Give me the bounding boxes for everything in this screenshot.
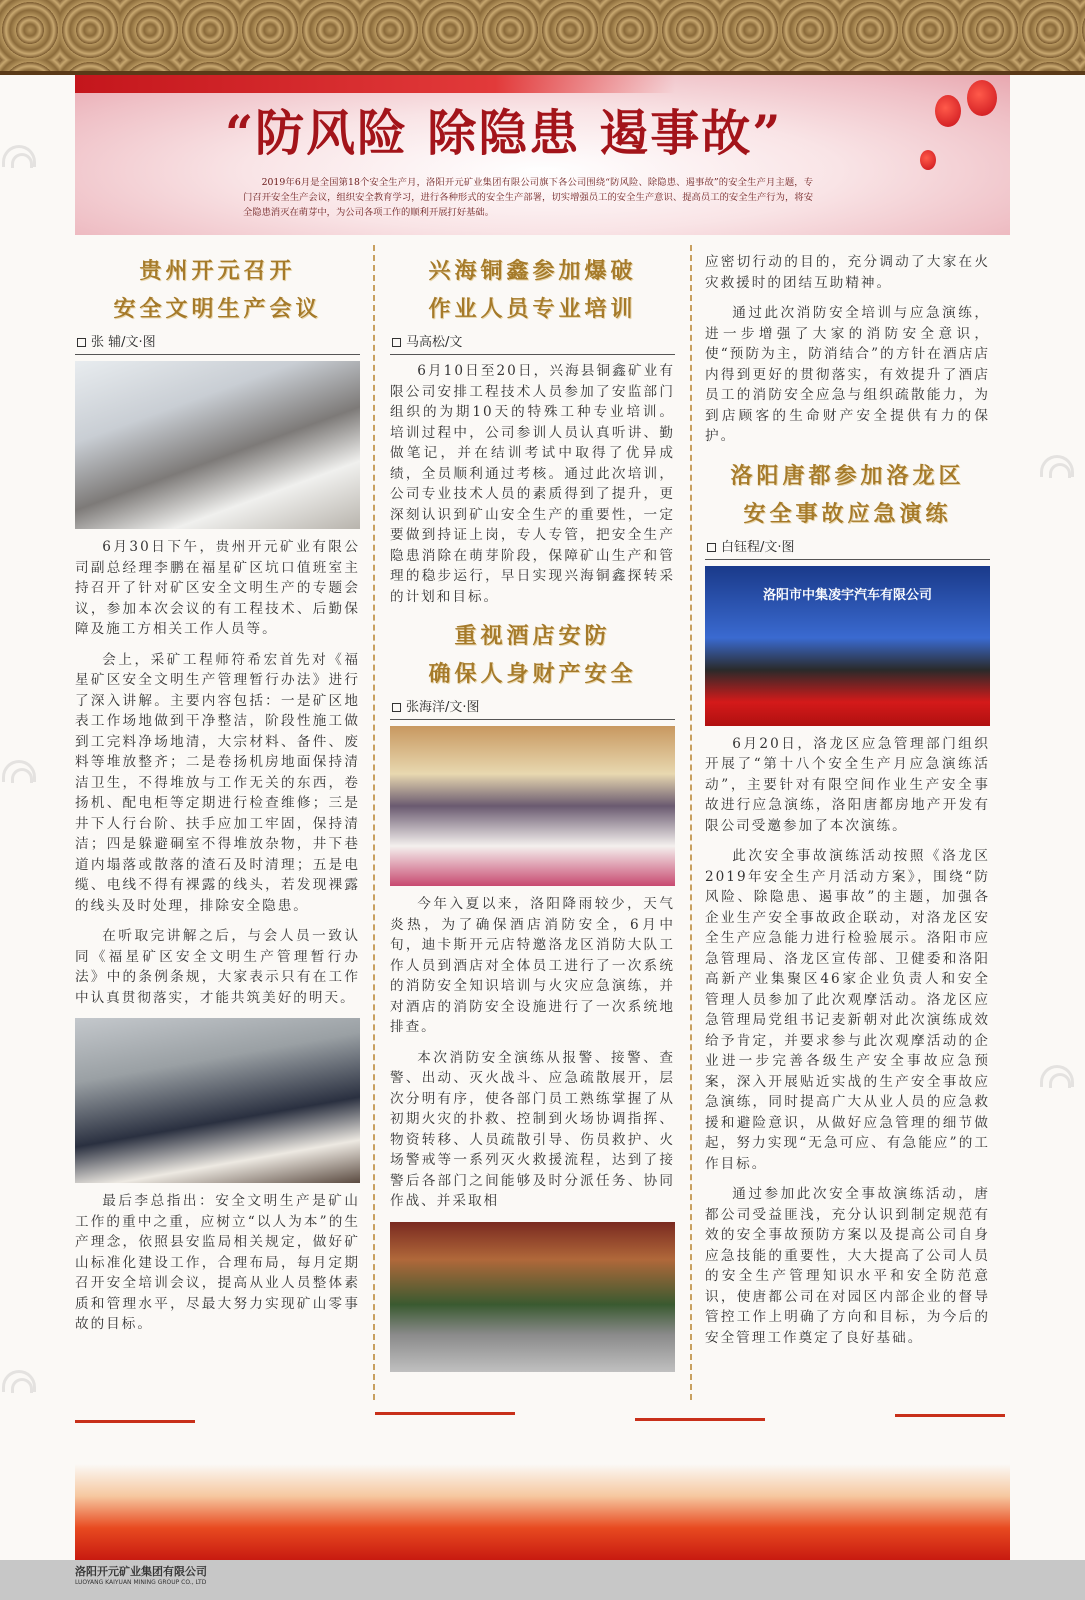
article-photo (75, 1018, 360, 1183)
column-divider (690, 245, 692, 1400)
column-2 (390, 252, 675, 1380)
article-photo (75, 361, 360, 529)
crane-icon (75, 1420, 195, 1423)
header-intro: 2019年6月是全国第18个安全生产月，洛阳开元矿业集团有限公司旗下各公司围绕“防风险、除隐患、遏事故”的安全生产月主题，专门召开安全生产会议，组织安全教育学习，进行各种形式的安全生产部署，切实增强员工的安全生产意识、提高员工的安全生产行为，将安全隐患消灭在萌芽中，为公司各项工作的顺利开展打好基础。 (243, 177, 813, 218)
byline: 张 辅/文·图 (75, 332, 360, 355)
square-bullet-icon (392, 338, 401, 347)
red-swoosh (75, 75, 675, 93)
watermark-logo-icon (2, 1370, 36, 1392)
article-photo (390, 1222, 675, 1372)
article-headline: 重视酒店安防 确保人身财产安全 (428, 623, 637, 687)
square-bullet-icon (77, 338, 86, 347)
article-paragraph: 会上，采矿工程师符希宏首先对《福星矿区安全文明生产管理暂行办法》进行了深入讲解。主要内容包括：一是矿区地表工作场地做到干净整洁，阶段性施工做到工完料净场地清，大宗材料、备件、废料等堆放整齐；二是卷扬机房地面保持清洁卫生，不得堆放与工作无关的东西，卷扬机、配电柜等定期进行检查维修；三是井下人行台阶、扶手应加工牢固，保持清洁；四是躲避硐室不得堆放杂物，井下巷道内塌落或散落的渣石及时清理；五是电缆、电线不得有裸露的线头，若发现裸露的线头及时处理，排除安全隐患。 (75, 651, 360, 914)
article-paragraph: 最后李总指出：安全文明生产是矿山工作的重中之重，应树立“以人为本”的生产理念，依照县安监局相关规定，做好矿山标准化建设工作，合理布局，每月定期召开安全培训会议，提高从业人员整体素质和管理水平，尽最大努力实现矿山零事故的目标。 (75, 1193, 360, 1332)
article-headline: 洛阳唐都参加洛龙区 安全事故应急演练 (730, 462, 965, 527)
lantern-icon (920, 150, 936, 170)
column-divider (373, 245, 375, 1400)
byline: 马高松/文 (390, 332, 675, 355)
article-paragraph: 通过此次消防安全培训与应急演练，进一步增强了大家的消防安全意识，使“预防为主，防消结合”的方针在酒店店内得到更好的贯彻落实，有效提升了酒店员工的消防安全应急与组织疏散能力，为到店顾客的生命财产安全提供有力的保护。 (705, 305, 990, 444)
byline: 张海洋/文·图 (390, 697, 675, 720)
byline: 白钰程/文·图 (705, 537, 990, 560)
header-banner (75, 75, 1010, 235)
lantern-icon (967, 80, 997, 116)
article-photo (390, 726, 675, 886)
article-paragraph: 本次消防安全演练从报警、接警、查警、出动、灭火战斗、应急疏散展开，层次分明有序，使各部门员工熟练掌握了从初期火灾的扑救、控制到火场协调指挥、物资转移、人员疏散引导、伤员救护、火场警戒等一系列灭火救援流程，达到了接警后各部门之间能够及时分派任务、协同作战、并采取相 (390, 1049, 675, 1209)
square-bullet-icon (707, 543, 716, 552)
lantern-icon (935, 95, 961, 127)
watermark-logo-icon (1040, 455, 1074, 477)
watermark-logo-icon (2, 145, 36, 167)
crane-icon (635, 1418, 765, 1421)
article-paragraph: 6月10日至20日，兴海县铜鑫矿业有限公司安排工程技术人员参加了安监部门组织的为期10天的特殊工种专业培训。培训过程中，公司参训人员认真听讲、勤做笔记，并在结训考试中取得了优异成绩，全员顺利通过考核。通过此次培训，公司专业技术人员的素质得到了提升，更深刻认识到矿山安全生产的重要性，一定要做到持证上岗，专人专管，把安全生产隐患消除在萌芽阶段，保障矿山生产和管理的稳步运行，早日实现兴海铜鑫探转采的计划和目标。 (390, 363, 675, 605)
company-logo: 洛阳开元矿业集团有限公司 LUOYANG KAIYUAN MINING GROUP CO., LTD (75, 1565, 207, 1586)
watermark-logo-icon (2, 760, 36, 782)
article-paragraph: 今年入夏以来，洛阳降雨较少，天气炎热，为了确保酒店消防安全，6月中旬，迪卡斯开元店特邀洛龙区消防大队工作人员到酒店对全体员工进行了一次系统的消防安全知识培训与火灾应急演练，并对酒店的消防安全设施进行了一次系统地排查。 (390, 896, 675, 1035)
column-3 (705, 252, 990, 1358)
article-paragraph: 6月20日，洛龙区应急管理部门组织开展了“第十八个安全生产月应急演练活动”，主要针对有限空间作业生产安全事故进行应急演练，洛阳唐都房地产开发有限公司受邀参加了本次演练。 (705, 735, 990, 834)
photo-banner-text: 洛阳市中集凌宇汽车有限公司 (762, 587, 932, 603)
watermark-logo-icon (1040, 1065, 1074, 1087)
article-paragraph: 6月30日下午，贵州开元矿业有限公司副总经理李鹏在福星矿区坑口值班室主持召开了针对矿区安全文明生产的专题会议，参加本次会议的有工程技术、后勤保障及施工方相关工作人员等。 (75, 539, 360, 637)
page-title: “防风险 除隐患 遏事故” (225, 104, 783, 162)
article-paragraph-continued: 应密切行动的目的，充分调动了大家在火灾救援时的团结互助精神。 (705, 254, 990, 291)
crane-icon (375, 1412, 515, 1415)
square-bullet-icon (392, 703, 401, 712)
column-1 (75, 252, 360, 1345)
article-paragraph: 在听取完讲解之后，与会人员一致认同《福星矿区安全文明生产管理暂行办法》中的条例条规，大家表示只有在工作中认真贯彻落实，才能共筑美好的明天。 (75, 928, 360, 1006)
top-pattern-band (0, 0, 1085, 75)
article-paragraph: 此次安全事故演练活动按照《洛龙区2019年安全生产月活动方案》，围绕“防风险、除隐患、遏事故”的主题，加强各企业生产安全事故政企联动，对洛龙区安全生产应急能力进行检验展示。洛阳市应急管理局、洛龙区宣传部、卫健委和洛阳高新产业集聚区46家企业负责人和安全管理人员参加了此次观摩活动。洛龙区应急管理局党组书记麦新朝对此次演练成效给予肯定，并要求参与此次观摩活动的企业进一步完善各级生产安全事故应急预案，深入开展贴近实战的生产安全事故应急演练，同时提高广大从业人员的应急救援和避险意识，从做好应急管理的细节做起，努力实现“无急可应、有急能应”的工作目标。 (705, 848, 990, 1172)
article-headline: 贵州开元召开 安全文明生产会议 (113, 258, 322, 322)
article-headline: 兴海铜鑫参加爆破 作业人员专业培训 (428, 258, 637, 322)
footer-worker-silhouettes (75, 1400, 1010, 1560)
article-paragraph: 通过参加此次安全事故演练活动，唐都公司受益匪浅，充分认识到制定规范有效的安全事故预防方案以及提高公司自身应急技能的重要性，大大提高了公司人员的安全生产管理知识水平和安全防范意识，使唐都公司在对园区内部企业的督导管控工作上明确了方向和目标，为今后的安全管理工作奠定了良好基础。 (705, 1186, 990, 1346)
article-photo (705, 566, 990, 726)
crane-icon (895, 1414, 1005, 1417)
